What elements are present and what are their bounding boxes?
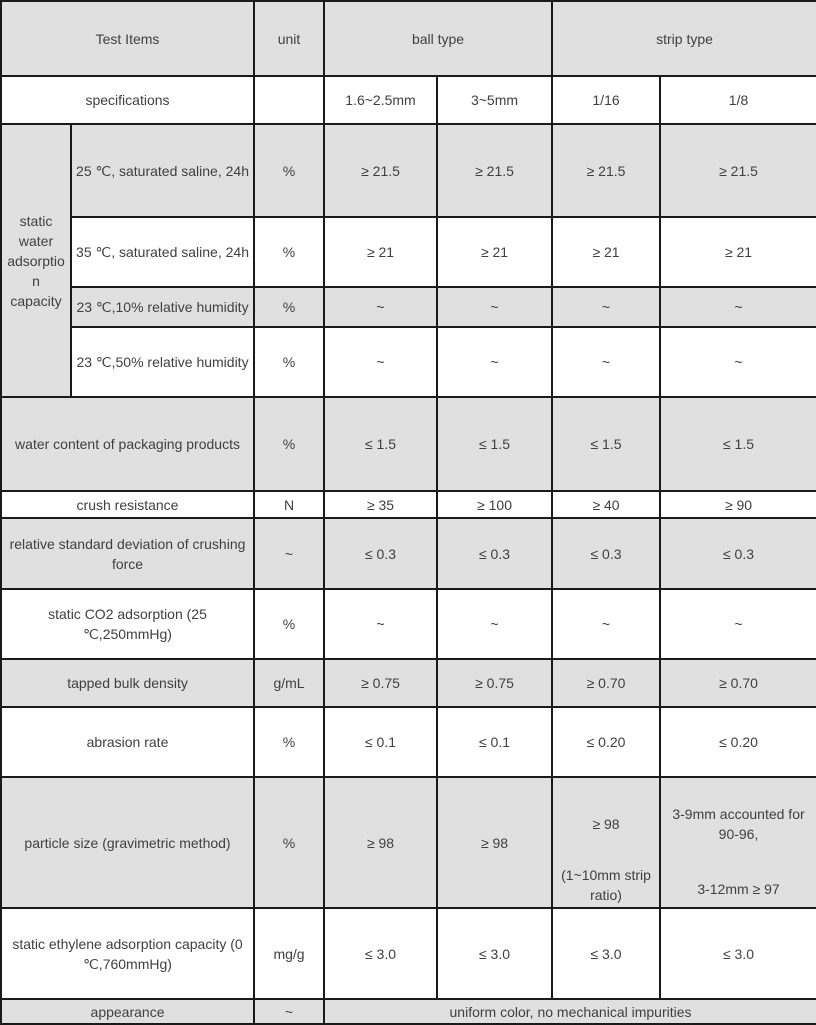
- abrasion-rate-row: [1, 707, 816, 777]
- row-label: specifications: [1, 76, 254, 124]
- cell-ball-small: ≤ 0.3: [324, 518, 437, 589]
- condition-label: 35 ℃, saturated saline, 24h: [71, 217, 254, 287]
- cell-strip-18: ~: [660, 327, 816, 397]
- cell-strip-18: ≥ 21.5: [660, 124, 816, 217]
- row-unit: %: [254, 777, 324, 908]
- specifications-row: [1, 76, 816, 124]
- ethylene-adsorption-row: [1, 908, 816, 999]
- cell-ball-small: ~: [324, 589, 437, 659]
- row-label: water content of packaging products: [1, 397, 254, 491]
- cell-ball-large: ≤ 0.3: [437, 518, 552, 589]
- row-unit: N: [254, 491, 324, 518]
- row-unit: %: [254, 287, 324, 327]
- cell-ball-large: ≥ 100: [437, 491, 552, 518]
- cell-ball-large: ≤ 0.1: [437, 707, 552, 777]
- row-unit: %: [254, 397, 324, 491]
- cell-ball-large: ≥ 21: [437, 217, 552, 287]
- row-label: particle size (gravimetric method): [1, 777, 254, 908]
- crush-resistance-row: [1, 491, 816, 518]
- cell-strip-116: ≤ 0.20: [552, 707, 660, 777]
- cell-strip-18: 1/8: [660, 76, 816, 124]
- cell-ball-small: ≥ 21: [324, 217, 437, 287]
- water-adsorption-row-50rh: [1, 327, 816, 397]
- row-unit: %: [254, 327, 324, 397]
- row-unit: %: [254, 589, 324, 659]
- cell-strip-116: ≥ 21: [552, 217, 660, 287]
- strip-18-range-value: 3-12mm ≥ 97: [697, 881, 780, 897]
- tapped-bulk-density-row: [1, 659, 816, 707]
- strip-116-percent: ≥ 98: [592, 816, 620, 832]
- header-ball-type: ball type: [324, 1, 552, 76]
- row-label: static ethylene adsorption capacity (0 ℃,760mmHg): [1, 908, 254, 999]
- cell-ball-small: ≥ 0.75: [324, 659, 437, 707]
- water-content-row: [1, 397, 816, 491]
- cell-ball-small: ≥ 21.5: [324, 124, 437, 217]
- cell-strip-116: ≥ 40: [552, 491, 660, 518]
- row-label: crush resistance: [1, 491, 254, 518]
- cell-ball-large: ≥ 21.5: [437, 124, 552, 217]
- cell-ball-small: ~: [324, 327, 437, 397]
- crushing-force-deviation-row: [1, 518, 816, 589]
- row-label: appearance: [1, 999, 254, 1024]
- cell-ball-small: ≥ 35: [324, 491, 437, 518]
- cell-strip-18: ≤ 1.5: [660, 397, 816, 491]
- water-adsorption-row-10rh: [1, 287, 816, 327]
- cell-strip-116: ~: [552, 589, 660, 659]
- header-test-items: Test Items: [1, 1, 254, 76]
- row-label: tapped bulk density: [1, 659, 254, 707]
- cell-strip-18: ≥ 0.70: [660, 659, 816, 707]
- appearance-value: uniform color, no mechanical impurities: [324, 999, 816, 1024]
- row-label: abrasion rate: [1, 707, 254, 777]
- cell-strip-116: ≤ 1.5: [552, 397, 660, 491]
- co2-adsorption-row: [1, 589, 816, 659]
- cell-ball-large: ≥ 98: [437, 777, 552, 908]
- cell-strip-18: ≥ 21: [660, 217, 816, 287]
- cell-strip-116: ≤ 0.3: [552, 518, 660, 589]
- cell-ball-large: ≤ 3.0: [437, 908, 552, 999]
- strip-116-note: (1~10mm strip ratio): [561, 867, 651, 903]
- cell-strip-18: ~: [660, 589, 816, 659]
- condition-label: 25 ℃, saturated saline, 24h: [71, 124, 254, 217]
- cell-ball-large: ≥ 0.75: [437, 659, 552, 707]
- condition-label: 23 ℃,10% relative humidity: [71, 287, 254, 327]
- cell-ball-small: ≤ 0.1: [324, 707, 437, 777]
- appearance-row: [1, 999, 816, 1024]
- cell-strip-18: [660, 777, 816, 908]
- row-unit: g/mL: [254, 659, 324, 707]
- row-label: static CO2 adsorption (25 ℃,250mmHg): [1, 589, 254, 659]
- row-unit: [254, 76, 324, 124]
- cell-ball-small: 1.6~2.5mm: [324, 76, 437, 124]
- cell-ball-small: ~: [324, 287, 437, 327]
- row-unit: %: [254, 707, 324, 777]
- row-unit: ~: [254, 518, 324, 589]
- cell-strip-18: ≥ 90: [660, 491, 816, 518]
- cell-strip-116: 1/16: [552, 76, 660, 124]
- cell-strip-18: ≤ 0.20: [660, 707, 816, 777]
- cell-strip-116: ~: [552, 327, 660, 397]
- water-adsorption-row-35: [1, 217, 816, 287]
- cell-strip-18: ≤ 0.3: [660, 518, 816, 589]
- header-unit: unit: [254, 1, 324, 76]
- static-water-adsorption-label: static water adsorption capacity: [1, 124, 71, 397]
- cell-strip-116: ≤ 3.0: [552, 908, 660, 999]
- row-unit: %: [254, 124, 324, 217]
- cell-strip-116: ≥ 0.70: [552, 659, 660, 707]
- cell-ball-large: ~: [437, 589, 552, 659]
- particle-size-row: [1, 777, 816, 908]
- row-unit: mg/g: [254, 908, 324, 999]
- cell-ball-large: ~: [437, 287, 552, 327]
- cell-ball-large: ~: [437, 327, 552, 397]
- cell-strip-116: ~: [552, 287, 660, 327]
- cell-ball-large: ≤ 1.5: [437, 397, 552, 491]
- cell-strip-18: ≤ 3.0: [660, 908, 816, 999]
- cell-strip-18: ~: [660, 287, 816, 327]
- water-adsorption-row-25: [1, 124, 816, 217]
- cell-ball-small: ≤ 3.0: [324, 908, 437, 999]
- row-unit: ~: [254, 999, 324, 1024]
- cell-strip-116: [552, 777, 660, 908]
- header-row: [1, 1, 816, 76]
- condition-label: 23 ℃,50% relative humidity: [71, 327, 254, 397]
- cell-ball-large: 3~5mm: [437, 76, 552, 124]
- row-label: relative standard deviation of crushing force: [1, 518, 254, 589]
- cell-strip-116: ≥ 21.5: [552, 124, 660, 217]
- cell-ball-small: ≥ 98: [324, 777, 437, 908]
- row-unit: %: [254, 217, 324, 287]
- header-strip-type: strip type: [552, 1, 816, 76]
- cell-ball-small: ≤ 1.5: [324, 397, 437, 491]
- strip-18-range-note: 3-9mm accounted for 90-96,: [672, 806, 805, 842]
